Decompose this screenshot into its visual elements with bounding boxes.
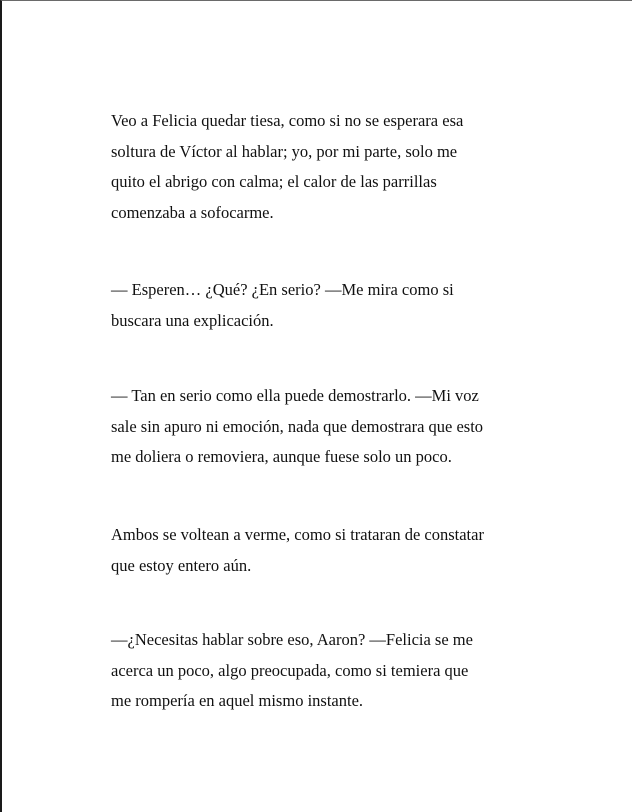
text-line: Veo a Felicia quedar tiesa, como si no se esperara esa	[111, 111, 464, 130]
text-line: soltura de Víctor al hablar; yo, por mi parte, solo me	[111, 141, 458, 161]
text-line: Ambos se voltean a verme, como si trataran de constatar	[111, 525, 484, 544]
paragraph-1	[111, 106, 591, 228]
text-line: quito el abrigo con calma; el calor de las parrillas	[111, 172, 437, 192]
text-line: buscara una explicación.	[111, 310, 274, 330]
text-line: me rompería en aquel mismo instante.	[111, 691, 364, 711]
text-line: — Esperen… ¿Qué? ¿En serio? —Me mira como si	[111, 280, 454, 299]
text-line: —¿Necesitas hablar sobre eso, Aaron? —Felicia se me	[111, 630, 473, 649]
paragraph-2	[111, 275, 591, 336]
paragraph-5	[111, 625, 591, 717]
paragraph-4	[111, 520, 591, 581]
text-line: sale sin apuro ni emoción, nada que demostrara que esto	[111, 416, 484, 436]
text-line: que estoy entero aún.	[111, 555, 252, 575]
text-line: me doliera o removiera, aunque fuese solo un poco.	[111, 447, 452, 467]
text-line: acerca un poco, algo preocupada, como si temiera que	[111, 660, 469, 680]
text-line: comenzaba a sofocarme.	[111, 202, 274, 222]
text-line: — Tan en serio como ella puede demostrarlo. —Mi voz	[111, 386, 479, 405]
paragraph-3	[111, 381, 591, 473]
